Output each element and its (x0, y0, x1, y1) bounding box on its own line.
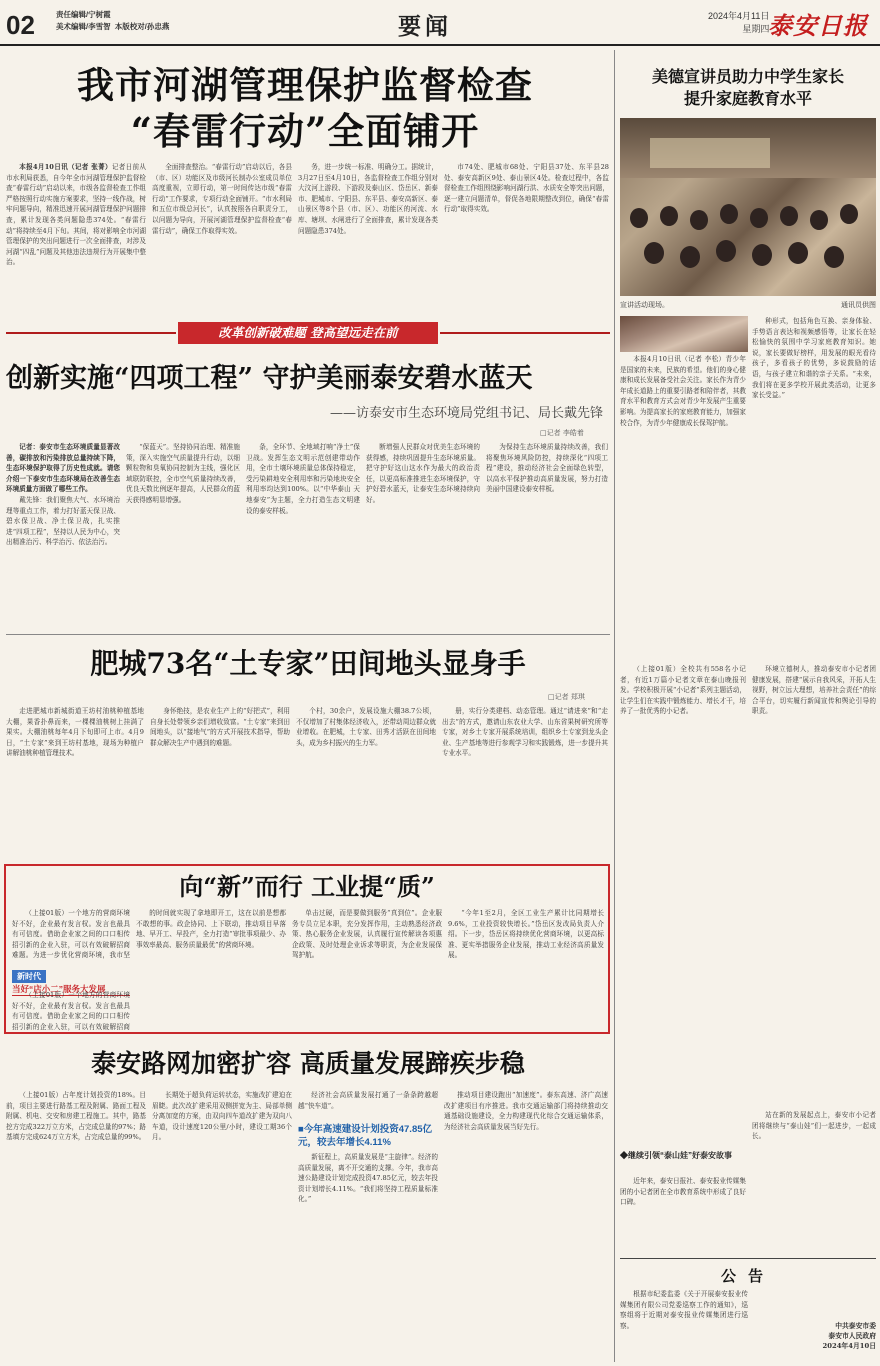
signature-line1: 中共泰安市委 (835, 1322, 876, 1330)
highway-col-1 (6, 1090, 146, 1360)
reform-banner (0, 322, 612, 344)
industry-col1b-text: （上接01版）一个地方的营商环境好不好，企业最有发言权。发言也最具有可信度。借助企业家之间的口口相传招引新的企业入驻，可以有效破解招商 (12, 991, 130, 1031)
lead-col3-text: 务，进一步统一标准、明确分工。据统计，3月27日至4月10日，各监督检查工作组分别对大汶河上游段、下游段及泰山区、岱岳区、新泰市、肥城市、宁阳县、东平县、泰安高新区、泰山景区等8个县（市、区）、功能区的河流、水库、塘坝、水闸进行了全面排查，累计发现各类问题隐患374处。 (298, 163, 438, 235)
lead-col1-text: 记者日前从市水利局获悉，自今年全市河湖管理保护监督检查“春雷行动”启动以来，市级各监督检查工作组严格按照行动实施方案要求，坚持一线作战，树牢问题导向，精准迅速开展河湖管理保护问题排查，累计发现各类问题隐患374处。“春雷行动”将持续至4月下旬。其间，将对影响全市河湖管理保护的突出问题进行一次全面排查，对涉及河湖“四乱”问题及其他违法违规行为开展集中整治。 (6, 163, 146, 267)
lead-title-line2: “春雷行动”全面铺开 (130, 109, 480, 153)
inset-photo (620, 316, 748, 352)
experts-col-1 (6, 706, 144, 854)
interview-col3-text: 条，全环节、全地域打响“净土”保卫战。发挥生态文明示范创建带动作用，全市土壤环境质量总体保持稳定，受污染耕地安全利用率和污染地块安全利用率均达到100%。以“中华泰山 天地泰安”为主题，全力打造生态文明建设的泰安样板。 (246, 443, 360, 515)
notice-box (620, 1258, 876, 1362)
industry-col3-text: 单击过硬，而是要做到服务“真到位”。企业服务专员立足本职，充分发挥作用，主动熟悉经济政策、热心服务企业发展，认真履行宣传解读各项惠企政策、及时处理企业诉求等职责，为企业发展保驾护航。 (292, 909, 442, 960)
right-top-col-2 (752, 316, 876, 570)
industry-col1-text: （上接01版）一个地方的营商环境好不好，企业最有发言权。发言也最具有可信度。借助企业家之间的口口相传招引新的企业入驻，可以有效破解招商难题。为进一步优化营商环境，我市坚 (12, 909, 130, 960)
right-top-col1-text: 本报4月10日讯（记者 李松）青少年是国家的未来，民族的希望。他们的身心健康和成长发展备受社会关注。家长作为青少年成长道路上的重要引路者和陪伴者，其教育水平和教育方式会对青少年发展产生重要影响。为提高家长的家庭教育能力，加强家校合作，为青少年健康成长保驾护航。 (620, 355, 746, 427)
experts-byline: □记者 郑琪 (548, 693, 585, 701)
right-mid-col-2 (752, 664, 876, 1104)
industry-col-4 (448, 908, 604, 1032)
editor-credits (56, 9, 169, 33)
lead-col-3 (298, 162, 438, 310)
right-mid-subhead: ◆继续引领“泰山娃”好泰安故事 (620, 1151, 732, 1160)
lead-col-4 (444, 162, 609, 310)
weekday-text: 星期四 (742, 24, 770, 34)
interview-col-5 (486, 442, 608, 628)
signature-line2: 泰安市人民政府 (828, 1332, 876, 1340)
interview-col-3 (246, 442, 360, 628)
industry-col2-text: 的时间就实现了拿地即开工，这在以前是想都不敢想的事。政企协同、上下联动，推动项目早落地、早开工、早投产，全力打造“审批事项最少、办事效率最高、服务质量最优”的营商环境。 (136, 909, 286, 949)
photo-credit: 通讯员供图 (841, 301, 876, 309)
interview-col-4 (366, 442, 480, 628)
experts-col1-text: 走进肥城市新城街道王坊村油桃种植基地大棚，果香扑鼻而来，一棵棵油桃树上挂满了果实。大棚油桃每年4月下旬即可上市。4月9日，“土专家”来到王坊村基地，现场为种植户讲解油桃种植管理技术。 (6, 707, 144, 758)
right-top-title (620, 66, 876, 110)
editor-art: 美术编辑/李雪智 (56, 22, 111, 31)
right-top-col2-text: 种形式，包括角色互换、亲身体验、手势语言表达和视频感悟等，让家长在轻松愉快的氛围中学习家庭教育知识。她说，家长要做好榜样，用发展的眼光看待孩子，多看孩子的优势，多说鼓励的话语，与孩子建立和谐的亲子关系。“未来，我们将在更多学校开展此类活动，让更多家长受益。” (752, 317, 876, 400)
right-mid-col1-text: （上接01版）全校共有558名小记者，有近1万篇小记者文章在泰山晚报刊发。学校积极开展“小记者”系列主题活动，让学生们在实践中锻炼能力、增长才干，培养了一批优秀的小记者。 (620, 665, 746, 716)
right-mid-col4-text: 站在新的发展起点上，泰安市小记者团将继续与“泰山娃”们一起进步，一起成长。 (752, 1111, 876, 1141)
right-mid-col-3 (620, 1176, 746, 1254)
interview-col2-text: “保蓝天”。坚持协同治理、精准施策，深入实施空气质量提升行动，以细颗粒物和臭氧协同控制为主线，强化区域联防联控，全市空气质量持续改善，优良天数比例逐年提高，人民群众的蓝天获得感明显增强。 (126, 443, 240, 504)
date-text: 2024年4月11日 (708, 11, 770, 21)
industry-sidebar (12, 964, 130, 994)
right-mid-col-4 (752, 1110, 876, 1254)
interview-col5-text: 为保持生态环境质量持续改善，我们将聚焦环境风险防控，持续深化“四项工程”建设，推动经济社会全面绿色转型，以高水平保护推动高质量发展，努力打造美丽中国建设泰安样板。 (486, 443, 608, 494)
issue-date (708, 10, 769, 36)
notice-body-text: 根据市纪委监委《关于开展泰安报业传媒集团有限公司党委巡察工作的通知》，巡察组将于近期对泰安报业传媒集团进行巡察。 (620, 1290, 748, 1330)
header-rule (0, 44, 880, 46)
notice-title: 公告 (720, 1267, 775, 1285)
lead-col4-text: 市74处、肥城市68处、宁阳县37处、东平县28处、泰安高新区9处、泰山景区4处。检查过程中，各监督检查工作组围绕影响河湖行洪、水质安全等突出问题，逐一建立问题清单，督促各地限期整改到位，确保“春雷行动”取得实效。 (444, 163, 609, 214)
signature-date: 2024年4月10日 (822, 1342, 876, 1350)
event-photo (620, 118, 876, 296)
lead-headline (0, 62, 610, 154)
experts-col4-text: 册，实行分类建档、动态管理。通过“请进来”和“走出去”的方式，邀请山东农业大学、山东省果树研究所等专家，对乡土专家开展系统培训，组织乡土专家到龙头企业、生产基地等进行参观学习和实践锻炼，进一步提升其专业水平。 (442, 707, 608, 758)
interview-subtitle: ——访泰安市生态环境局党组书记、局长戴先锋 (330, 406, 604, 421)
right-mid-col-1 (620, 664, 746, 1044)
experts-title: 肥城73名“土专家”田间地头显身手 (90, 647, 526, 680)
page-header (0, 0, 880, 46)
photo-caption-text: 宣讲活动现场。 (620, 301, 669, 309)
sidebar-label: 新时代 (12, 970, 46, 983)
right-top-col-1 (620, 354, 746, 570)
interview-title: 创新实施“四项工程” 守护美丽泰安碧水蓝天 (6, 363, 533, 394)
industry-col4-text: “今年1至2月，全区工业生产累计比同期增长9.6%，工业投资较快增长。”岱岳区发改局负责人介绍。下一步，岱岳区将持续优化营商环境，以更高标准、更实举措服务企业发展，推动工业经济高质量发展。 (448, 909, 604, 960)
experts-col-3 (296, 706, 436, 854)
interview-col-2 (126, 442, 240, 628)
editor-responsible: 责任编辑/宁树霞 (56, 10, 111, 19)
lead-col2-text: 全面排查整治。“春雷行动”启动以后，各县（市、区）功能区及市级河长制办公室成员单位高度重视，立即行动，第一时间传达市级“春雷行动”工作要求，专项行动全面铺开。“市水利局和五位市级总河长”，认真按照各自职责分工，以问题为导向，开展河湖管理保护监督检查“春雷行动”，确保工作取得实效。 (152, 163, 292, 235)
industry-col-1 (12, 908, 130, 962)
experts-col3-text: 个村，30余户，发展设施大棚38.7公顷，不仅增加了村集体经济收入，还带动周边群众就业增收。在肥城，土专家、田秀才活跃在田间地头，成为乡村振兴的生力军。 (296, 707, 436, 747)
editor-proof: 本版校对/孙忠燕 (114, 22, 170, 31)
industry-col-2 (136, 908, 286, 1032)
highway-col3-rest: 新征程上，高质量发展是“主旋律”。经济的高质量发展，离不开交通的支撑。今年，我市高速公路建设计划完成投资47.85亿元，较去年投资计划增长4.11%。“我们将坚持工程质量标准化。” (298, 1153, 438, 1204)
highway-title: 泰安路网加密扩容 高质量发展蹄疾步稳 (91, 1049, 525, 1078)
highway-col3-text: 经济社会高质量发展打通了一条条跨越超越“快车道”。 (298, 1091, 438, 1110)
divider-interview (6, 634, 610, 635)
interview-byline: □记者 李皓着 (540, 429, 584, 437)
right-mid-col2-text: 环境立德树人，推动泰安市小记者团健康发展，搭建“展示自我风采，开拓人生视野，树立远大理想，培养社会责任”的综合平台，切实履行新闻宣传和舆论引导的职责。 (752, 665, 876, 716)
interview-col4-text: 断增强人民群众对优美生态环境的获得感，持续巩固提升生态环境质量。把守护好这山这水作为最大的政治责任，以更高标准推进生态环境保护，守护好碧水蓝天，让泰安生态环境持续向好。 (366, 443, 480, 504)
highway-col2-text: 长期处于超负荷运转状态，实施改扩建迫在眉睫。此次改扩建采用双侧拼宽为主、局部单侧分离加宽的方案，由双向四车道改扩建为双向八车道，设计速度120公里/小时，建设工期36个月。 (152, 1091, 292, 1142)
photo-audience (620, 198, 876, 296)
sidebar-title: 当好“店小二”服务大发展 (12, 983, 130, 996)
interview-intro: 记者：泰安市生态环境质量显著改善，碳排放和污染排放总量持续下降，生态环境保护取得了历史性成就。请您介绍一下泰安市生态环境局在改善生态环境质量方面做了哪些工作。 (6, 443, 120, 494)
right-top-title-line2: 提升家庭教育水平 (683, 89, 812, 108)
industry-box (4, 864, 610, 1034)
industry-col-1b (12, 990, 130, 1032)
highway-col-3 (298, 1090, 438, 1360)
highway-subhead: ■今年高速建设计划投资47.85亿元，较去年增长4.11% (298, 1124, 433, 1148)
experts-col2-text: 身怀绝技，是农业生产上的“好把式”，利用自身长处带领乡亲们增收致富。“土专家”来到田间地头，以“接地气”的方式开展技术指导，帮助群众解决生产中遇到的难题。 (150, 707, 290, 747)
lead-col-2 (152, 162, 292, 310)
interview-col-1 (6, 442, 120, 628)
masthead-logo: 泰安日报 (768, 11, 868, 40)
page-number: 02 (6, 10, 35, 40)
highway-col-2 (152, 1090, 292, 1360)
highway-col4-text: 推动项目建设跑出“加速度”。泰东高速、济广高速改扩建项目有序推进。我市交通运输部门将持续推动交通基础设施建设，全力构建现代化综合交通运输体系，为经济社会高质量发展当好先行。 (444, 1091, 608, 1131)
lead-col-1 (6, 162, 146, 310)
interview-col1-text: 戴先锋：我们聚焦大气、水环境治理等重点工作，着力打好蓝天保卫战、碧水保卫战、净土保卫战，扎实推进“四项工程”，坚持以人民为中心，突出精准治污、科学治污、依法治污。 (6, 495, 120, 547)
banner-rule-left (6, 332, 176, 334)
highway-col1-text: （上接01版）占年度计划投资的18%。目前，项目主要进行路基工程及附属、路面工程及附属、机电、交安和房建工程施工。其中，路基挖方完成322万立方米，占完成总量的97%；路基填方完成624万立方米，占完成总量的99%。 (6, 1091, 146, 1142)
experts-col-2 (150, 706, 290, 854)
photo-caption (620, 300, 876, 310)
banner-rule-right (440, 332, 610, 334)
right-column-rule (614, 50, 615, 1362)
right-top-title-line1: 美德宣讲员助力中学生家长 (651, 67, 844, 86)
lead-title-line1: 我市河湖管理保护监督检查 (77, 63, 533, 107)
notice-body (620, 1289, 748, 1359)
banner-text: 改革创新破难题 登高望远走在前 (178, 322, 438, 344)
industry-col-3 (292, 908, 442, 1032)
experts-col-4 (442, 706, 608, 854)
highway-col-4 (444, 1090, 608, 1360)
photo-screen (650, 138, 770, 168)
lead-byline: 本报4月10日讯（记者 张菁） (19, 163, 112, 171)
industry-title: 向“新”而行 工业提“质” (179, 872, 435, 901)
section-title: 要闻 (398, 13, 452, 40)
notice-signature (756, 1321, 876, 1351)
right-mid-col3-text: 近年来，泰安日报社、泰安报业传媒集团的小记者团在全市教育系统中形成了良好口碑。 (620, 1177, 746, 1207)
